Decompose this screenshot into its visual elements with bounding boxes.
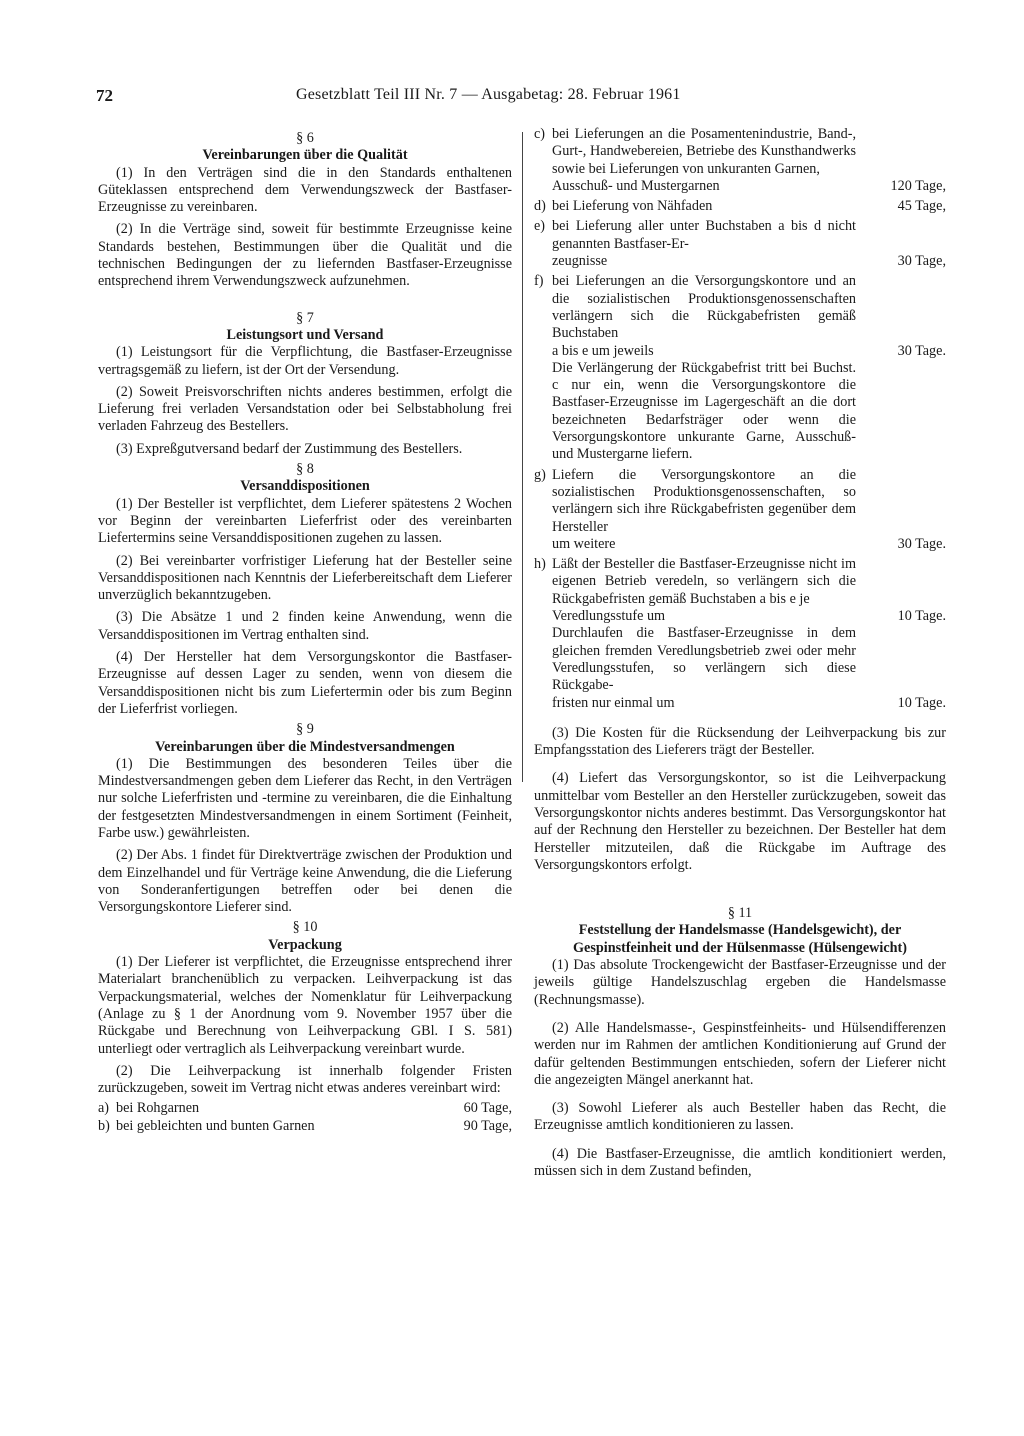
running-head: Gesetzblatt Teil III Nr. 7 — Ausgabetag: 28. Februar 1961 <box>296 86 681 103</box>
item-text: Die Verlängerung der Rückgabefrist tritt bei Buchst. c nur ein, wenn die Versorgungskontore die Bastfaser-Erzeugnisse im Lagergeschäft an die dort bezeichneten Bedarfsträger oder wenn die Versorgungskontore unkurante Garne, Ausschuß- und Mustergarne liefern. <box>552 359 856 463</box>
item-label: g) <box>534 466 546 483</box>
section-number: § 6 <box>296 130 314 146</box>
list-item-h <box>534 556 946 712</box>
section-title: Versanddispositionen <box>240 478 370 495</box>
item-text: Liefern die Versorgungskontore an die sozialistischen Produktionsgenossenschaften, so verlängern sich ihre Rückgabefristen gegenüber dem Hersteller <box>552 466 856 535</box>
list-item-g <box>534 467 946 553</box>
paragraph: (3) Expreßgutversand bedarf der Zustimmung des Bestellers. <box>116 440 463 457</box>
section-8 <box>98 461 512 718</box>
section-number: § 10 <box>292 919 318 936</box>
section-11 <box>534 905 946 1180</box>
paragraph: (1) Die Bestimmungen des besonderen Teiles über die Mindestversandmengen geben dem Lieferer das Recht, in den Verträgen nur solche Lieferfristen und -termine zu vereinbaren, die die Einhaltung der festgesetzten Mindestversandmengen in einem Sortiment (Feinheit, Farbe usw.) gewährleisten. <box>98 755 512 841</box>
item-label: f) <box>534 273 544 290</box>
right-column <box>534 126 946 1185</box>
item-text: bei Lieferungen an die Posamentenindustrie, Band-, Gurt-, Handwebereien, Betriebe des Kunsthandwerks sowie bei Lieferungen von unkuranten Garnen, <box>552 126 856 177</box>
paragraph: (2) In die Verträge sind, soweit für bestimmte Erzeugnisse keine Standards bestehen, Bestimmungen über die Qualität und die technischen Bedingungen der zu liefernden Bastfaser-Erzeugnisse entsprechend ihrem Verwendungszweck aufzunehmen. <box>98 221 512 290</box>
list-item-d <box>534 198 946 215</box>
section-7 <box>98 310 512 458</box>
item-text: bei Rohgarnen <box>116 1100 200 1117</box>
item-text: bei Lieferung von Nähfaden <box>552 198 713 215</box>
section-title: Leistungsort und Versand <box>226 326 384 343</box>
section-title: Verpackung <box>268 936 342 953</box>
page-number: 72 <box>96 86 113 105</box>
item-label: b) <box>98 1117 110 1134</box>
list-item-e <box>534 218 946 270</box>
section-number: § 7 <box>296 309 314 326</box>
paragraph: (2) Bei vereinbarter vorfristiger Lieferung hat der Besteller seine Versanddispositionen nach Kenntnis der Lieferbereitschaft dem Lieferer unverzüglich bekanntzugeben. <box>98 552 512 604</box>
column-divider <box>522 132 523 782</box>
item-text: bei gebleichten und bunten Garnen <box>116 1117 315 1134</box>
item-days: 120 Tage, <box>890 177 946 194</box>
paragraph: (3) Die Kosten für die Rücksendung der Leihverpackung bis zur Empfangsstation des Lieferers trägt der Besteller. <box>534 724 946 759</box>
paragraph: (4) Liefert das Versorgungskontor, so ist die Leihverpackung unmittelbar vom Besteller an den Hersteller zurückzugeben, soweit das Versorgungskontor nichts anderes bestimmt. Das Versorgungskontor hat auf der Rechnung den Hersteller zu bezeichnen. Der Besteller hat dem Hersteller mitzuteilen, daß die Rückgabe im Auftrage des Versorgungskontors erfolgt. <box>534 770 946 873</box>
paragraph: (3) Die Absätze 1 und 2 finden keine Anwendung, wenn die Versanddispositionen im Vertrag enthalten sind. <box>98 609 512 643</box>
item-days: 90 Tage, <box>463 1117 512 1134</box>
list-item <box>98 1118 512 1135</box>
item-days: 10 Tage. <box>897 694 946 711</box>
item-label: c) <box>534 126 546 142</box>
paragraph: (1) In den Verträgen sind die in den Standards enthaltenen Güteklassen entsprechend dem Verwendungszweck der Bastfaser-Erzeugnisse zu vereinbaren. <box>98 164 512 216</box>
item-text: a bis e um jeweils <box>552 342 654 359</box>
paragraph: (2) Soweit Preisvorschriften nichts anderes bestimmen, erfolgt die Lieferung frei verladen Versandstation oder bei Selbstabholung frei verladen Fahrzeug des Bestellers. <box>98 383 512 435</box>
section-number: § 9 <box>296 721 314 738</box>
paragraph: (1) Leistungsort für die Verpflichtung, die Bastfaser-Erzeugnisse vertragsgemäß zu liefern, ist der Ort der Versendung. <box>98 344 512 378</box>
paragraph: (1) Der Besteller ist verpflichtet, dem Lieferer spätestens 2 Wochen vor Beginn der vereinbarten Lieferfrist oder des vereinbarten Liefertermins seine Versanddispositionen zugehen zu lassen. <box>98 495 512 547</box>
item-text: zeugnisse <box>552 253 608 270</box>
item-text: Durchlaufen die Bastfaser-Erzeugnisse in dem gleichen fremden Veredlungsbetrieb zwei oder mehr Veredlungsstufen, so verlängern sich diese Rückgabe- <box>552 625 856 694</box>
item-text: Veredlungsstufe um <box>552 608 666 625</box>
section-10 <box>98 919 512 1135</box>
item-text: um weitere <box>552 535 616 552</box>
item-label: a) <box>98 1100 110 1117</box>
item-text: bei Lieferung aller unter Buchstaben a bis d nicht genannten Bastfaser-Er- <box>552 218 856 252</box>
item-days: 45 Tage, <box>897 198 946 215</box>
paragraph: (1) Das absolute Trockengewicht der Bastfaser-Erzeugnisse und der jeweils gültige Handelszuschlag ergeben die Handelsmasse (Rechnungsmasse). <box>534 957 946 1008</box>
paragraph: (2) Der Abs. 1 findet für Direktverträge zwischen der Produktion und dem Einzelhandel und für Verträge keine Anwendung, die die Lieferung von Sonderanfertigungen betreffen oder bei denen die Versorgungskontore Lieferer sind. <box>98 847 512 916</box>
section-title: Feststellung der Handelsmasse (Handelsgewicht), der Gespinstfeinheit und der Hülsenmasse (Hülsengewicht) <box>573 922 907 956</box>
section-9 <box>98 721 512 916</box>
item-days: 30 Tage. <box>897 342 946 359</box>
left-column <box>98 130 512 1135</box>
item-text: bei Lieferungen an die Versorgungskontore und an die sozialistischen Produktionsgenossenschaften verlängern sich die Rückgabefristen gemäß Buchstaben <box>552 273 856 342</box>
paragraph: (1) Der Lieferer ist verpflichtet, die Erzeugnisse entsprechend ihrer Materialart branchenüblich zu verpacken. Leihverpackung ist das Verpackungsmaterial, welches der Nomenklatur für Leihverpackung (Anlage zu § 1 der Anordnung vom 9. November 1957 über die Rückgabe und Berechnung von Leihverpackung GBl. I S. 581) unterliegt oder vertraglich als Leihverpackung vereinbart wurde. <box>98 954 512 1057</box>
section-number: § 8 <box>296 461 314 478</box>
item-days: 30 Tage, <box>897 253 946 270</box>
item-label: d) <box>534 198 546 215</box>
section-number: § 11 <box>727 905 753 922</box>
item-text: Läßt der Besteller die Bastfaser-Erzeugnisse nicht im eigenen Betrieb veredeln, so verlängern sich die Rückgabefristen gemäß Buchstaben a bis e je <box>552 556 856 607</box>
item-text: fristen nur einmal um <box>552 694 675 711</box>
item-label: h) <box>534 556 546 573</box>
item-days: 10 Tage. <box>897 608 946 625</box>
paragraph: (2) Die Leihverpackung ist innerhalb folgender Fristen zurückzugeben, soweit im Vertrag nicht etwas anderes vereinbart wird: <box>98 1062 512 1097</box>
item-days: 30 Tage. <box>897 535 946 552</box>
section-6 <box>98 130 512 291</box>
paragraph: (4) Die Bastfaser-Erzeugnisse, die amtlich konditioniert werden, müssen sich in dem Zustand befinden, <box>534 1145 946 1180</box>
list-item <box>98 1100 512 1117</box>
list-item-c <box>534 126 946 195</box>
section-title: Vereinbarungen über die Qualität <box>202 147 408 164</box>
item-text: Ausschuß- und Mustergarnen <box>552 177 720 194</box>
item-days: 60 Tage, <box>463 1100 512 1117</box>
paragraph: (4) Der Hersteller hat dem Versorgungskontor die Bastfaser-Erzeugnisse auf dessen Lager zu senden, wenn von diesem die Versanddispositionen nicht bis zum Liefertermin oder bis zum Beginn der Lieferfrist vorliegen. <box>98 649 512 717</box>
page-header <box>96 86 756 110</box>
list-item-f <box>534 273 946 463</box>
paragraph: (3) Sowohl Lieferer als auch Besteller haben das Recht, die Erzeugnisse amtlich konditionieren zu lassen. <box>534 1100 946 1134</box>
item-label: e) <box>534 218 546 235</box>
section-title: Vereinbarungen über die Mindestversandmengen <box>155 738 455 755</box>
paragraph: (2) Alle Handelsmasse-, Gespinstfeinheits- und Hülsendifferenzen werden nur im Rahmen der amtlichen Konditionierung auf Grund der dafür geltenden Bestimmungen entschieden, sofern der Lieferer nicht die angezeigten Mängel anerkannt hat. <box>534 1019 946 1088</box>
